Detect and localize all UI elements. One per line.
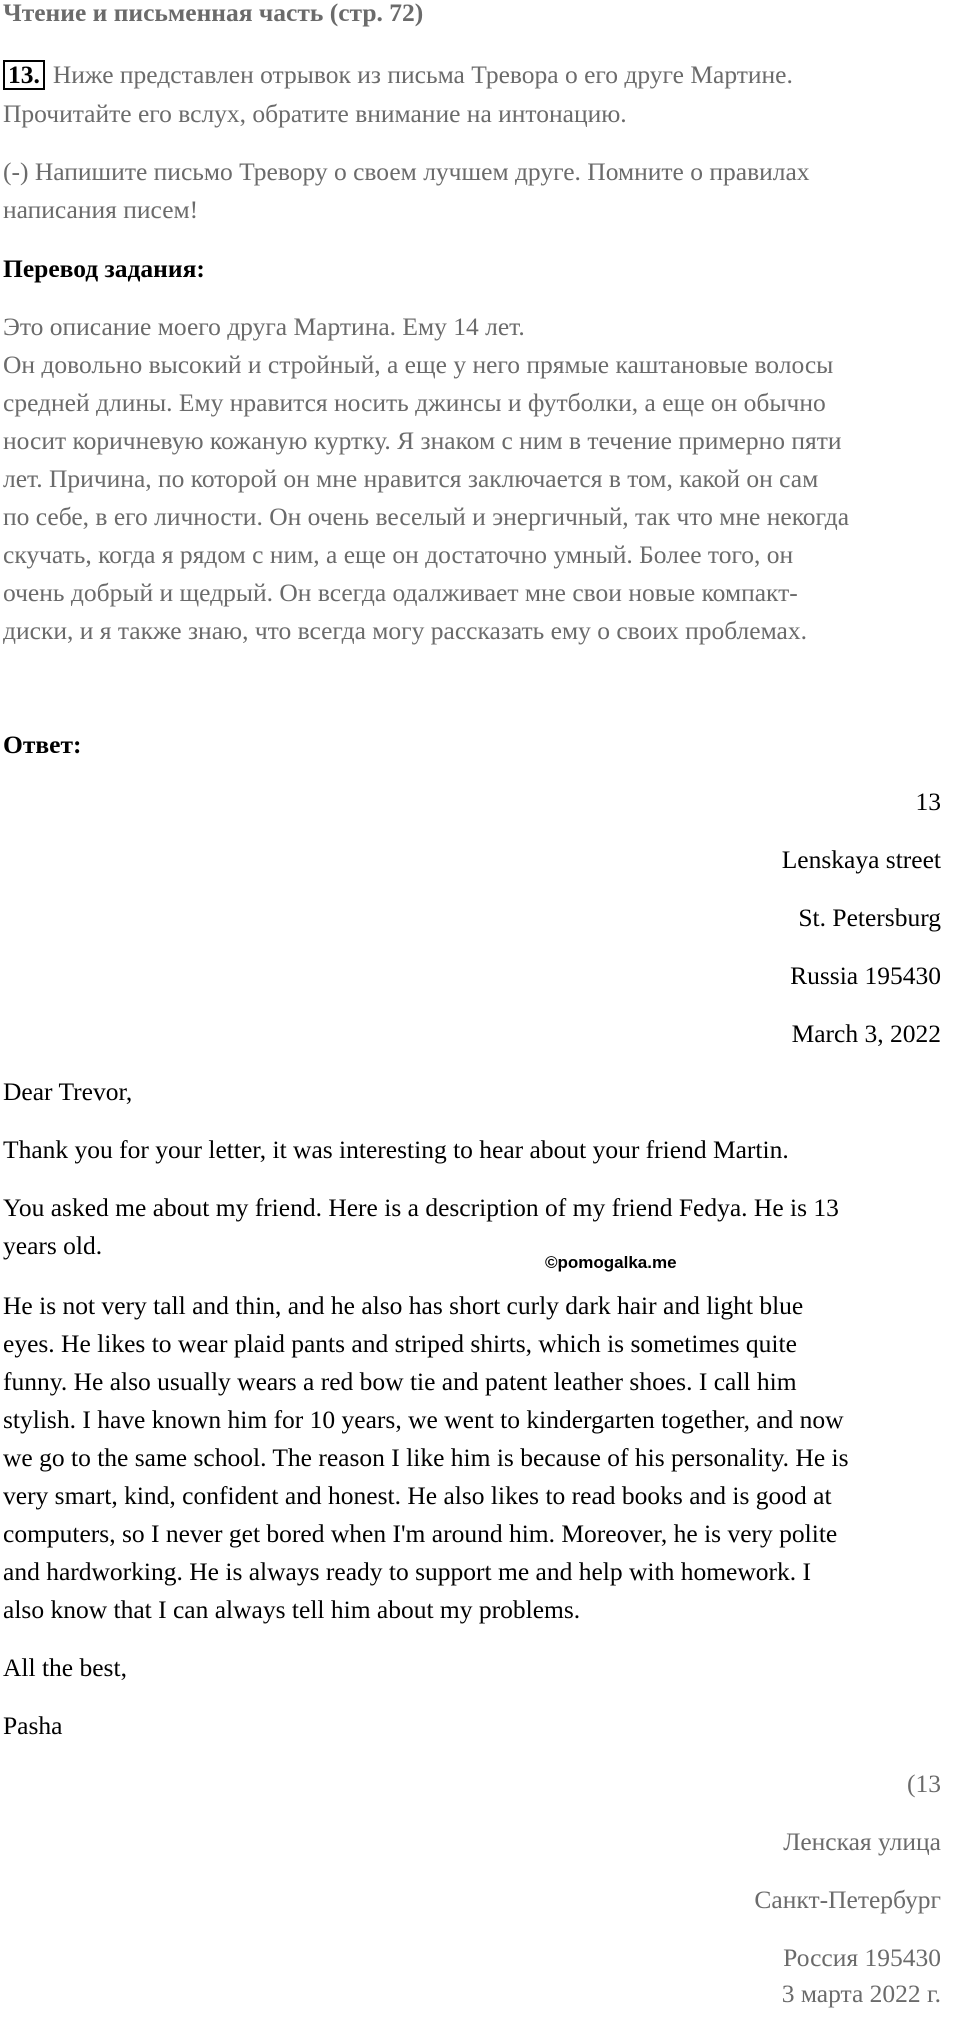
translation-address-country: Россия 195430 bbox=[783, 1943, 941, 1972]
watermark: ©pomogalka.me bbox=[545, 1253, 677, 1272]
translation-line: носит коричневую кожаную куртку. Я знаком с ним в течение примерно пяти bbox=[3, 426, 842, 455]
letter-paragraph-2-line: years old. bbox=[3, 1231, 103, 1260]
translation-line: средней длины. Ему нравится носить джинсы и футболки, а еще он обычно bbox=[3, 388, 826, 417]
answer-heading: Ответ: bbox=[3, 730, 82, 759]
address-street: Lenskaya street bbox=[781, 845, 941, 874]
letter-paragraph-2-line: You asked me about my friend. Here is a description of my friend Fedya. He is 13 bbox=[3, 1193, 839, 1222]
task-write-line-2: написания писем! bbox=[3, 195, 199, 224]
translation-line: лет. Причина, по которой он мне нравится заключается в том, какой он сам bbox=[3, 464, 819, 493]
letter-paragraph-3-line: He is not very tall and thin, and he also has short curly dark hair and light blue bbox=[3, 1291, 804, 1320]
translation-line: Это описание моего друга Мартина. Ему 14 лет. bbox=[3, 312, 525, 341]
letter-signature: Pasha bbox=[3, 1711, 63, 1740]
task-write-line-1: (-) Напишите письмо Тревору о своем лучшем друге. Помните о правилах bbox=[3, 157, 810, 186]
letter-closing: All the best, bbox=[3, 1653, 127, 1682]
letter-paragraph-3-line: very smart, kind, confident and honest. He also likes to read books and is good at bbox=[3, 1481, 832, 1510]
translation-date: 3 марта 2022 г. bbox=[781, 1979, 941, 2008]
letter-paragraph-3-line: eyes. He likes to wear plaid pants and striped shirts, which is sometimes quite bbox=[3, 1329, 797, 1358]
letter-greeting: Dear Trevor, bbox=[3, 1077, 133, 1106]
task-intro-line-2: Прочитайте его вслух, обратите внимание на интонацию. bbox=[3, 99, 627, 128]
address-country: Russia 195430 bbox=[790, 961, 941, 990]
task-intro-text: Ниже представлен отрывок из письма Тревора о его друге Мартине. bbox=[52, 60, 793, 89]
translation-address-street: Ленская улица bbox=[783, 1827, 941, 1856]
translation-line: скучать, когда я рядом с ним, а еще он достаточно умный. Более того, он bbox=[3, 540, 794, 569]
translation-line: очень добрый и щедрый. Он всегда одалживает мне свои новые компакт- bbox=[3, 578, 798, 607]
letter-paragraph-3-line: stylish. I have known him for 10 years, we went to kindergarten together, and now bbox=[3, 1405, 844, 1434]
translation-line: по себе, в его личности. Он очень веселый и энергичный, так что мне некогда bbox=[3, 502, 850, 531]
letter-date: March 3, 2022 bbox=[791, 1019, 941, 1048]
translation-line: диски, и я также знаю, что всегда могу рассказать ему о своих проблемах. bbox=[3, 616, 807, 645]
address-city: St. Petersburg bbox=[798, 903, 941, 932]
letter-paragraph-3-line: funny. He also usually wears a red bow tie and patent leather shoes. I call him bbox=[3, 1367, 797, 1396]
letter-paragraph-1: Thank you for your letter, it was interesting to hear about your friend Martin. bbox=[3, 1135, 789, 1164]
translation-heading: Перевод задания: bbox=[3, 254, 205, 283]
letter-paragraph-3-line: also know that I can always tell him about my problems. bbox=[3, 1595, 581, 1624]
translation-address-city: Санкт-Петербург bbox=[754, 1885, 941, 1914]
letter-paragraph-3-line: computers, so I never get bored when I'm around him. Moreover, he is very polite bbox=[3, 1519, 838, 1548]
page-title: Чтение и письменная часть (стр. 72) bbox=[3, 0, 424, 27]
task-intro-line-1 bbox=[3, 56, 793, 94]
translation-address-house: (13 bbox=[907, 1769, 941, 1798]
task-number: 13. bbox=[3, 60, 45, 90]
translation-line: Он довольно высокий и стройный, а еще у него прямые каштановые волосы bbox=[3, 350, 834, 379]
address-house: 13 bbox=[915, 787, 941, 816]
letter-paragraph-3-line: and hardworking. He is always ready to support me and help with homework. I bbox=[3, 1557, 812, 1586]
letter-paragraph-3-line: we go to the same school. The reason I like him is because of his personality. He is bbox=[3, 1443, 849, 1472]
